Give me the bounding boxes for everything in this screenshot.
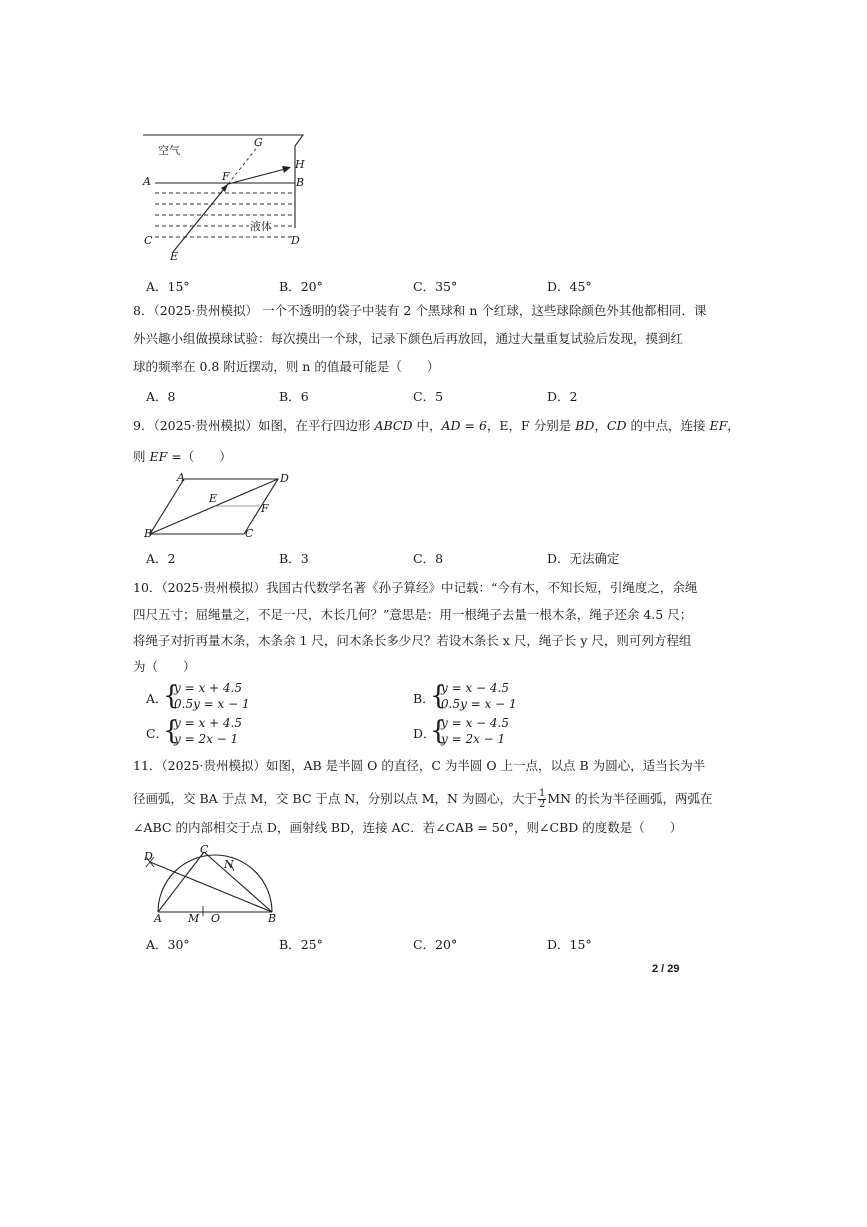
q9-label-e: E <box>209 492 218 505</box>
q7-label-g: G <box>254 136 263 149</box>
q11-label-o: O <box>211 912 221 925</box>
q9-stem-line2: 则 EF =（ ） <box>133 449 232 464</box>
q11-label-a: A <box>154 912 162 925</box>
q9-stem-line1: 9．（2025·贵州模拟）如图，在平行四边形 ABCD 中，AD = 6，E，F 分别是 BD，CD 的中点，连接 EF， <box>133 418 740 433</box>
q7-option-c[interactable]: C．35° <box>413 279 458 294</box>
q11-stem-line3: ∠ABC 的内部相交于点 D，画射线 BD，连接 AC．若∠CAB = 50°，则∠CBD 的度数是（ ） <box>133 820 683 835</box>
brace-icon: { <box>430 681 447 711</box>
q7-label-b: B <box>296 176 305 189</box>
q9-option-d[interactable]: D．无法确定 <box>547 551 620 566</box>
q11-option-a[interactable]: A．30° <box>146 937 190 952</box>
q8-option-c[interactable]: C．5 <box>413 389 444 404</box>
q9-option-b[interactable]: B．3 <box>279 551 309 566</box>
q11-label-b: B <box>268 912 277 925</box>
q10-stem-line3: 将绳子对折再量木条，木条余 1 尺，问木条长多少尺？若设木条长 x 尺，绳子长 y 尺，则可列方程组 <box>133 633 692 648</box>
q10-option-d[interactable]: D． { y = x − 4.5 y = 2x − 1 <box>413 716 509 746</box>
q7-label-d: D <box>291 234 300 247</box>
q11-label-c: C <box>200 843 209 856</box>
q8-option-b[interactable]: B．6 <box>279 389 309 404</box>
q11-stem-line2: 径画弧，交 BA 于点 M，交 BC 于点 N，分别以点 M，N 为圆心，大于 $\frac{1}{2}$ MN 的长为半径画弧，两弧在 <box>133 788 713 810</box>
q9-option-c[interactable]: C．8 <box>413 551 444 566</box>
q8-option-d[interactable]: D．2 <box>547 389 578 404</box>
q7-label-h: H <box>295 158 305 171</box>
q7-label-c: C <box>144 234 153 247</box>
brace-icon: { <box>430 716 447 746</box>
q9-label-b: B <box>144 527 153 540</box>
brace-icon: { <box>163 681 180 711</box>
q8-stem-line2: 外兴趣小组做摸球试验：每次摸出一个球，记录下颜色后再放回，通过大量重复试验后发现，摸到红 <box>133 331 684 346</box>
q9-label-f: F <box>261 502 269 515</box>
q10-stem-line4: 为（ ） <box>133 659 196 674</box>
q7-option-a[interactable]: A．15° <box>146 279 190 294</box>
q8-stem-line3: 球的频率在 0.8 附近摆动，则 n 的值最可能是（ ） <box>133 359 440 374</box>
q10-stem-line1: 10．（2025·贵州模拟）我国古代数学名著《孙子算经》中记载：“今有木，不知长短，引绳度之，余绳 <box>133 580 698 595</box>
q10-option-b[interactable]: B． { y = x − 4.5 0.5y = x − 1 <box>413 681 517 711</box>
q7-label-f: F <box>222 170 230 183</box>
q10-option-c[interactable]: C． { y = x + 4.5 y = 2x − 1 <box>146 716 242 746</box>
q11-option-b[interactable]: B．25° <box>279 937 323 952</box>
q11-semicircle-figure <box>140 840 290 920</box>
q10-stem-line2: 四尺五寸；屈绳量之，不足一尺，木长几何？”意思是：用一根绳子去量一根木条，绳子还余 4.5 尺； <box>133 607 693 622</box>
q7-label-air: 空气 <box>158 144 180 157</box>
q11-label-d: D <box>144 850 153 863</box>
q7-label-liquid: 液体 <box>250 220 272 233</box>
fraction-one-half: $\frac{1}{2}$ <box>538 788 546 810</box>
q7-option-d[interactable]: D．45° <box>547 279 592 294</box>
q9-option-a[interactable]: A．2 <box>146 551 176 566</box>
q7-label-a: A <box>143 175 151 188</box>
page-number: 2 / 29 <box>652 963 680 975</box>
q11-label-n: N <box>224 858 234 871</box>
q9-label-a: A <box>177 471 185 484</box>
q9-label-c: C <box>245 527 254 540</box>
q11-option-c[interactable]: C．20° <box>413 937 458 952</box>
q7-label-e: E <box>170 250 179 263</box>
q11-label-m: M <box>188 912 200 925</box>
q8-option-a[interactable]: A．8 <box>146 389 176 404</box>
q7-option-b[interactable]: B．20° <box>279 279 323 294</box>
q11-stem-line1: 11．（2025·贵州模拟）如图，AB 是半圆 O 的直径，C 为半圆 O 上一点，以点 B 为圆心，适当长为半 <box>133 758 706 773</box>
q8-stem-line1: 8．（2025·贵州模拟） 一个不透明的袋子中装有 2 个黑球和 n 个红球，这些球除颜色外其他都相同．课 <box>133 303 707 318</box>
brace-icon: { <box>163 716 180 746</box>
q9-label-d: D <box>280 472 289 485</box>
q10-option-a[interactable]: A． { y = x + 4.5 0.5y = x − 1 <box>146 681 250 711</box>
q11-option-d[interactable]: D．15° <box>547 937 592 952</box>
